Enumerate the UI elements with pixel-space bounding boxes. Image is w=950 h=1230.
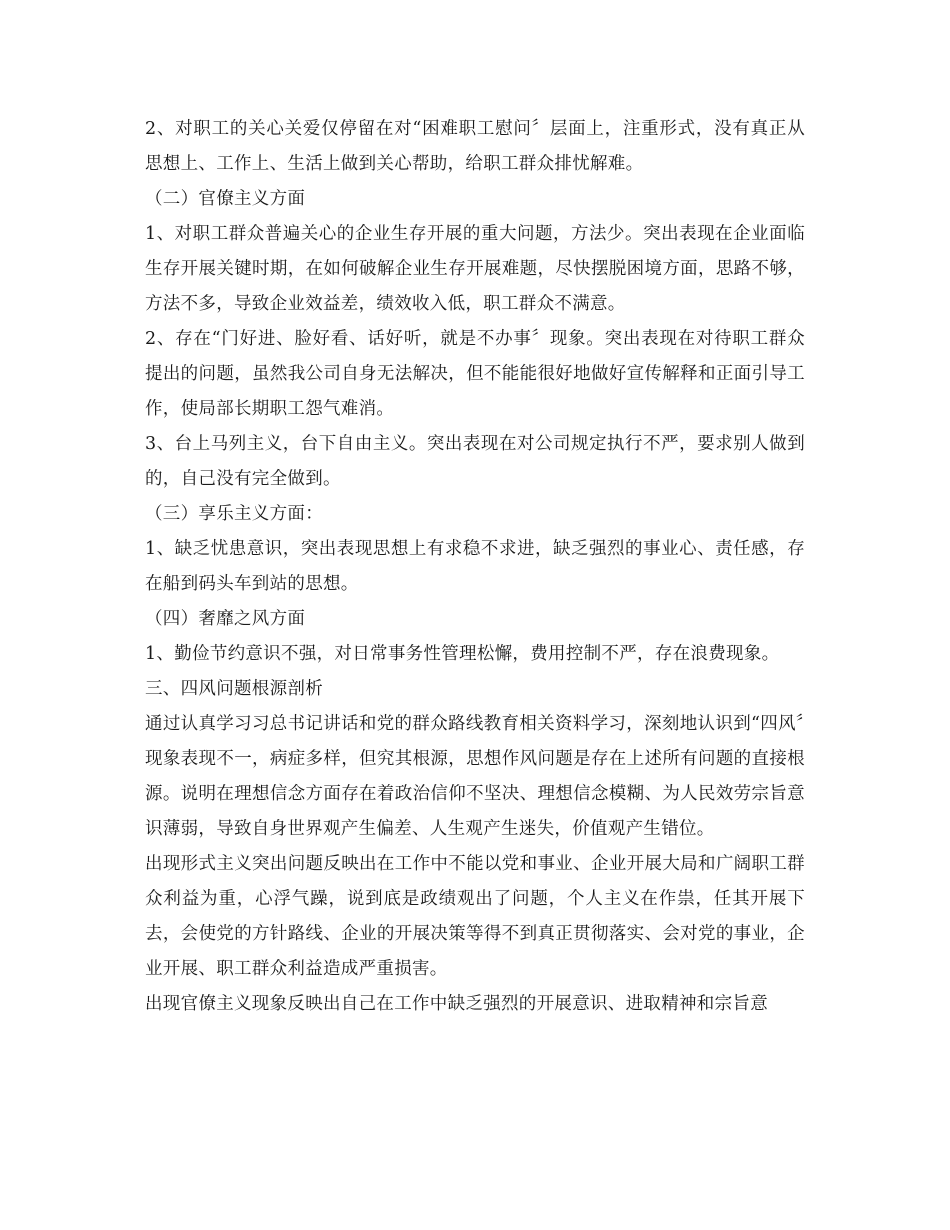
paragraph-bureaucratism-3: 3、台上马列主义，台下自由主义。突出表现在对公司规定执行不严，要求别人做到的，自己没有完全做到。: [145, 434, 805, 489]
paragraph-hedonism-1: 1、缺乏忧患意识，突出表现思想上有求稳不求进，缺乏强烈的事业心、责任感，存在船到码头车到站的思想。: [145, 539, 805, 594]
section-heading-bureaucratism: （二）官僚主义方面: [145, 189, 306, 209]
section-heading-extravagance: （四）奢靡之风方面: [145, 609, 306, 629]
paragraph-bureaucratism-2: 2、存在“门好进、脸好看、话好听，就是不办事〞现象。突出表现在对待职工群众提出的问题，虽然我公司自身无法解决，但不能能很好地做好宣传解释和正面引导工作，使局部长期职工怨气难消。: [145, 329, 805, 419]
paragraph-extravagance-1: 1、勤俭节约意识不强，对日常事务性管理松懈，费用控制不严，存在浪费现象。: [145, 644, 780, 664]
paragraph-root-analysis-3: 出现官僚主义现象反映出自己在工作中缺乏强烈的开展意识、进取精神和宗旨意: [145, 994, 768, 1014]
section-heading-root-analysis: 三、四风问题根源剖析: [145, 679, 323, 699]
paragraph-bureaucratism-1: 1、对职工群众普遍关心的企业生存开展的重大问题，方法少。突出表现在企业面临生存开展关键时期，在如何破解企业生存开展难题，尽快摆脱困境方面，思路不够，方法不多，导致企业效益差，绩效收入低，职工群众不满意。: [145, 224, 805, 314]
paragraph-root-analysis-2: 出现形式主义突出问题反映出在工作中不能以党和事业、企业开展大局和广阔职工群众利益为重，心浮气躁，说到底是政绩观出了问题，个人主义在作祟，任其开展下去，会使党的方针路线、企业的开展决策等得不到真正贯彻落实、会对党的事业，企业开展、职工群众利益造成严重损害。: [145, 854, 805, 979]
paragraph-care-for-workers: 2、对职工的关心关爱仅停留在对“困难职工慰问〞层面上，注重形式，没有真正从思想上、工作上、生活上做到关心帮助，给职工群众排忧解难。: [145, 119, 805, 174]
section-heading-hedonism: （三）享乐主义方面：: [145, 504, 323, 524]
paragraph-root-analysis-1: 通过认真学习习总书记讲话和党的群众路线教育相关资料学习，深刻地认识到“四风〞现象表现不一，病症多样，但究其根源，思想作风问题是存在上述所有问题的直接根源。说明在理想信念方面存在着政治信仰不坚决、理想信念模糊、为人民效劳宗旨意识薄弱，导致自身世界观产生偏差、人生观产生迷失，价值观产生错位。: [145, 714, 805, 839]
document-body: [145, 112, 805, 1022]
